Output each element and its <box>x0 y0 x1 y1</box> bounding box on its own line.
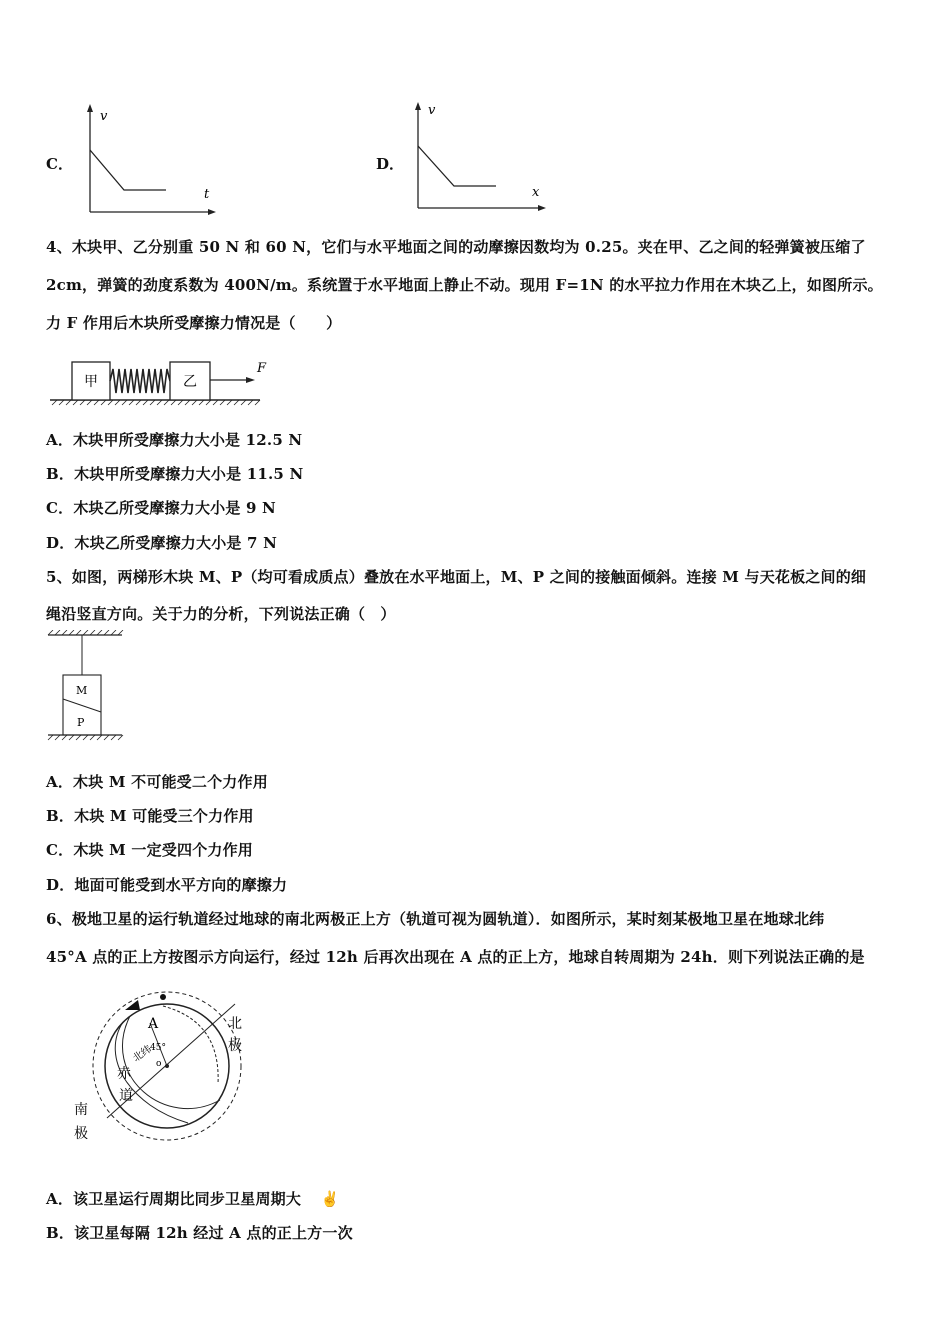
q5-ceiling-hatch <box>48 630 123 635</box>
graph-c-y-label: v <box>100 109 108 124</box>
q4-option-b[interactable]: B．木块甲所受摩擦力大小是 11.5 N <box>46 465 304 483</box>
q6-point-a: A <box>148 1016 159 1032</box>
q5-option-c[interactable]: C．木块 M 一定受四个力作用 <box>46 841 253 859</box>
q6-south-label-1: 南 <box>74 1102 88 1118</box>
q4-line-2: 2cm，弹簧的劲度系数为 400N/m。系统置于水平地面上静止不动。现用 F=1N 的水平拉力作用在木块乙上，如图所示。 <box>46 276 883 294</box>
q6-equator-label-2: 道 <box>119 1088 133 1104</box>
q4-force-label: F <box>257 361 267 376</box>
q4-spring <box>110 369 170 393</box>
q6-latitude-45 <box>163 1006 218 1084</box>
q4-option-a[interactable]: A．木块甲所受摩擦力大小是 12.5 N <box>46 431 303 449</box>
q6-north-label-2: 极 <box>228 1038 242 1054</box>
q5-stacked-blocks-figure <box>44 630 128 745</box>
q5-option-d[interactable]: D．地面可能受到水平方向的摩擦力 <box>46 876 288 894</box>
graph-d-x-label: x <box>532 185 540 200</box>
q6-polar-satellite-figure <box>70 988 260 1148</box>
q5-option-a[interactable]: A．木块 M 不可能受二个力作用 <box>46 773 268 791</box>
q6-option-b[interactable]: B．该卫星每隔 12h 经过 A 点的正上方一次 <box>46 1224 353 1242</box>
option-c-label: C． <box>46 155 73 173</box>
q4-force-arrowhead <box>246 377 255 383</box>
q5-ground-hatch <box>48 735 123 740</box>
stray-mark-icon: ✌ <box>320 1190 340 1208</box>
q4-spring-blocks-figure <box>46 355 276 410</box>
q5-block-p-label: P <box>77 716 85 729</box>
graph-c-x-arrow <box>208 209 216 215</box>
q6-south-label-2: 极 <box>74 1126 88 1142</box>
q6-option-a-text: A．该卫星运行周期比同步卫星周期大 <box>46 1190 302 1208</box>
q6-satellite-dot <box>160 994 166 1000</box>
graph-d-y-label: v <box>428 103 436 118</box>
graph-c-y-arrow <box>87 104 93 112</box>
q5-line-2: 绳沿竖直方向。关于力的分析，下列说法正确（ ） <box>46 605 396 623</box>
graph-d-y-arrow <box>415 102 421 110</box>
q4-option-d[interactable]: D．木块乙所受摩擦力大小是 7 N <box>46 534 278 552</box>
q6-option-a[interactable] <box>46 1188 339 1209</box>
graph-c-curve <box>90 150 166 190</box>
q6-equator-label-1: 赤 <box>117 1066 131 1082</box>
q4-block-jia-label: 甲 <box>84 374 98 390</box>
q6-north-label-1: 北 <box>228 1016 242 1032</box>
graph-d-curve <box>418 146 496 186</box>
q6-angle-label: 45° <box>150 1043 166 1053</box>
q4-option-c[interactable]: C．木块乙所受摩擦力大小是 9 N <box>46 499 276 517</box>
q4-block-yi-label: 乙 <box>183 374 197 390</box>
q6-center-label: o <box>156 1059 162 1069</box>
graph-d-x-arrow <box>538 205 546 211</box>
graph-c-x-label: t <box>204 187 210 202</box>
q5-block-m-label: M <box>76 684 88 697</box>
q5-line-1: 5、如图，两梯形木块 M、P（均可看成质点）叠放在水平地面上，M、P 之间的接触面倾斜。连接 M 与天花板之间的细 <box>46 568 867 586</box>
graph-d-velocity-displacement <box>408 98 553 218</box>
q6-satellite-direction-arrow <box>125 1000 140 1010</box>
q6-line-2: 45°A 点的正上方按图示方向运行，经过 12h 后再次出现在 A 点的正上方，地球自转周期为 24h．则下列说法正确的是 <box>46 948 865 966</box>
q4-line-1: 4、木块甲、乙分别重 50 N 和 60 N，它们与水平地面之间的动摩擦因数均为 0.25。夹在甲、乙之间的轻弹簧被压缩了 <box>46 238 866 256</box>
q4-line-3: 力 F 作用后木块所受摩擦力情况是（ ） <box>46 314 342 332</box>
q5-option-b[interactable]: B．木块 M 可能受三个力作用 <box>46 807 254 825</box>
q6-parallel-label: 北纬 <box>131 1043 154 1065</box>
q6-earth-center <box>165 1064 169 1068</box>
graph-c-velocity-time <box>80 100 220 220</box>
option-d-label: D． <box>376 155 405 173</box>
q6-line-1: 6、极地卫星的运行轨道经过地球的南北两极正上方（轨道可视为圆轨道）．如图所示，某时刻某极地卫星在地球北纬 <box>46 910 825 928</box>
